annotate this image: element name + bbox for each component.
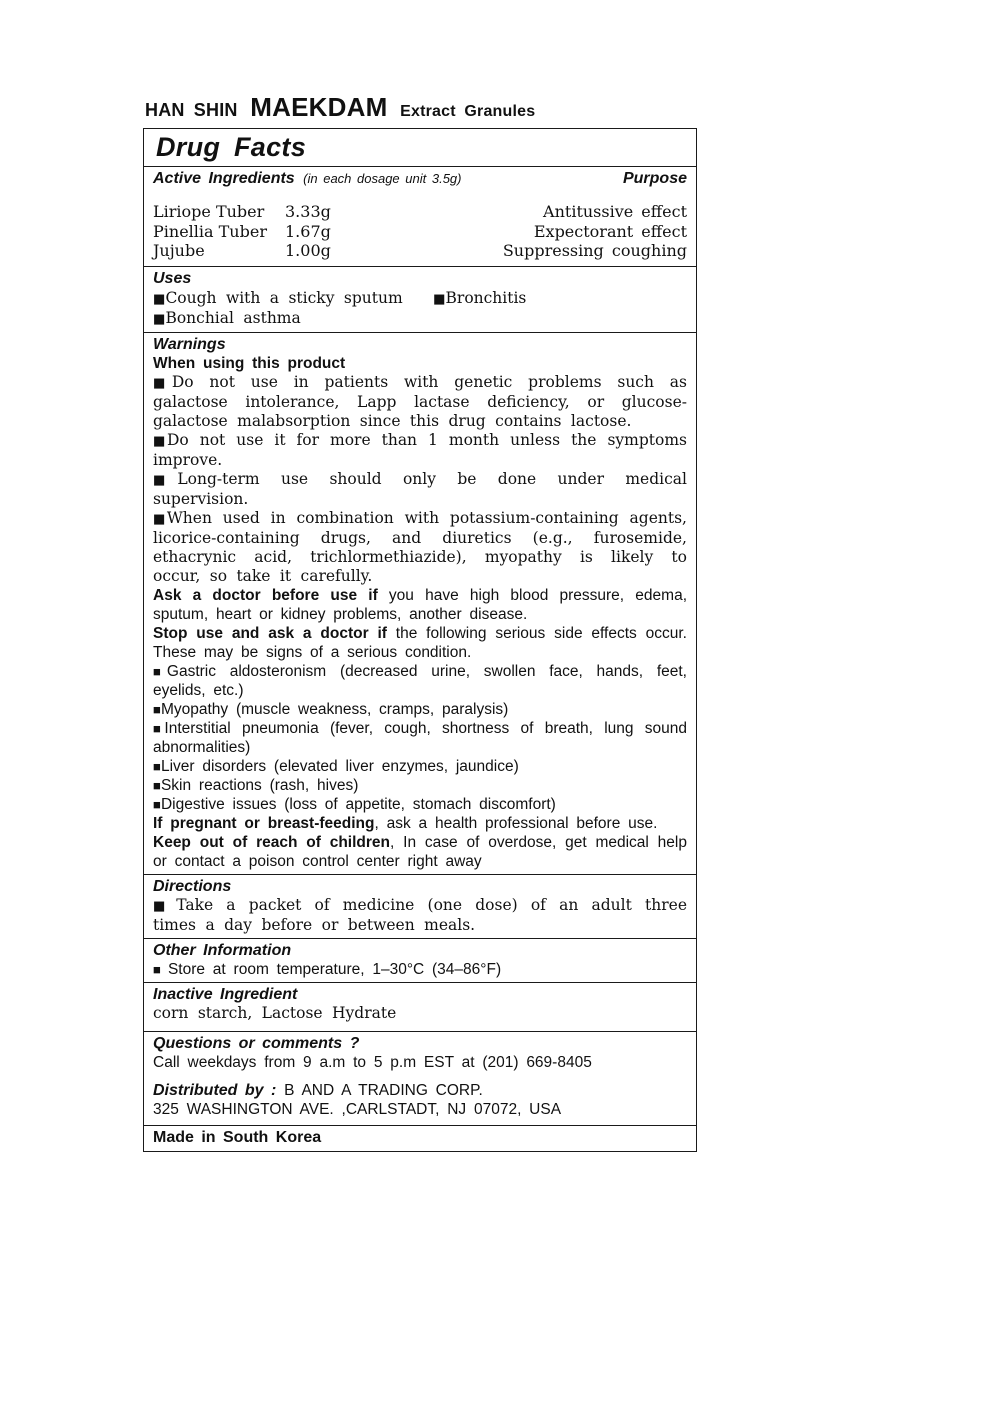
made-in-text: Made in South Korea <box>153 1128 322 1146</box>
ingredient-amount: 3.33g <box>285 202 331 221</box>
inactive-ingredient-text: corn starch, Lactose Hydrate <box>153 1003 397 1022</box>
bullet-square-icon: ■ <box>433 291 446 307</box>
section-warnings <box>144 332 696 874</box>
side-effect-item <box>153 757 687 776</box>
active-ingredients-heading-group <box>153 169 461 188</box>
side-effect-text: Skin reactions (rash, hives) <box>160 776 359 794</box>
children-text: , In case of overdose, get medical help or contact a poison control center right away <box>153 833 687 870</box>
ingredient-rows <box>153 202 687 261</box>
warning-item <box>153 431 687 470</box>
product-suffix: Extract Granules <box>400 103 536 120</box>
section-made-in <box>144 1125 696 1151</box>
bullet-square-icon: ■ <box>153 961 161 977</box>
warning-item <box>153 470 687 509</box>
bullet-square-icon: ■ <box>153 311 166 327</box>
pregnant-paragraph <box>153 814 687 833</box>
side-effect-item <box>153 719 687 757</box>
distributor-paragraph <box>153 1081 687 1100</box>
questions-text: Call weekdays from 9 a.m to 5 p.m EST at (201) 669-8405 <box>153 1053 592 1071</box>
use-item-label: Bonchial asthma <box>165 308 301 327</box>
warning-text: Do not use in patients with genetic problems such as galactose intolerance, Lapp lactase deficiency, or glucose-galactose malabsorption since this drug contains lactose. <box>153 372 687 430</box>
drug-facts-box <box>143 128 697 1152</box>
stop-use-lead: Stop use and ask a doctor if <box>153 624 387 642</box>
bullet-square-icon: ■ <box>153 777 161 793</box>
bullet-square-icon: ■ <box>153 758 161 774</box>
bullet-square-icon: ■ <box>153 720 165 736</box>
ask-doctor-text: you have high blood pressure, edema, sputum, heart or kidney problems, another disease. <box>153 586 687 623</box>
ingredient-name: Liriope Tuber <box>153 202 265 221</box>
section-other-information <box>144 938 696 982</box>
drug-facts-heading: Drug Facts <box>156 132 307 162</box>
children-paragraph <box>153 833 687 871</box>
ingredient-purpose: Antitussive effect <box>543 202 687 221</box>
ingredient-purpose: Suppressing coughing <box>502 241 687 260</box>
bullet-square-icon: ■ <box>153 898 170 914</box>
distributed-by-lead: Distributed by : <box>153 1081 277 1099</box>
distributor-address: 325 WASHINGTON AVE. ,CARLSTADT, NJ 07072, USA <box>153 1100 562 1118</box>
active-ingredients-header <box>153 169 687 188</box>
when-using-label: When using this product <box>153 354 346 372</box>
bullet-square-icon: ■ <box>153 701 161 717</box>
ingredient-row <box>153 222 687 242</box>
brand-name: HAN SHIN <box>145 100 238 120</box>
warning-item <box>153 509 687 586</box>
drug-label <box>143 92 697 1152</box>
use-item-label: Cough with a sticky sputum <box>165 288 403 307</box>
directions-text-paragraph <box>153 896 687 935</box>
other-information-paragraph <box>153 960 687 979</box>
ingredient-name: Pinellia Tuber <box>153 221 267 241</box>
dosage-unit-note: (in each dosage unit 3.5g) <box>303 171 462 186</box>
ask-doctor-paragraph <box>153 586 687 624</box>
other-information-heading: Other Information <box>153 941 292 959</box>
product-title <box>145 92 697 123</box>
section-directions <box>144 874 696 938</box>
ingredient-amount: 1.00g <box>285 241 331 260</box>
use-item <box>153 309 301 327</box>
ingredient-row <box>153 202 687 222</box>
section-questions <box>144 1031 696 1125</box>
use-item <box>153 289 403 307</box>
side-effect-item <box>153 700 687 719</box>
questions-heading: Questions or comments ? <box>153 1034 360 1052</box>
warnings-heading: Warnings <box>153 335 226 353</box>
section-uses <box>144 266 696 332</box>
ask-doctor-lead: Ask a doctor before use if <box>153 586 378 604</box>
stop-use-text: the following serious side effects occur. These may be signs of a serious condition. <box>153 624 687 661</box>
purpose-heading: Purpose <box>622 170 687 187</box>
uses-heading: Uses <box>153 269 192 287</box>
ingredient-row <box>153 241 687 261</box>
product-name: MAEKDAM <box>250 92 388 122</box>
ingredient-name: Jujube <box>153 241 205 260</box>
use-item-label: Bronchitis <box>445 288 527 307</box>
side-effect-text: Myopathy (muscle weakness, cramps, paralysis) <box>160 700 509 718</box>
section-drug-facts <box>144 129 696 166</box>
warning-text: When used in combination with potassium-containing agents, licorice-containing drugs, and diuretics (e.g., furosemide, ethacrynic acid, trichlormethiazide), myopathy is likely to occur, so take it carefully. <box>153 508 687 585</box>
directions-heading: Directions <box>153 877 232 895</box>
section-active-ingredients <box>144 166 696 266</box>
bullet-square-icon: ■ <box>153 796 161 812</box>
bullet-square-icon: ■ <box>153 375 172 391</box>
side-effect-text: Gastric aldosteronism (decreased urine, swollen face, hands, feet, eyelids, etc.) <box>153 662 687 699</box>
bullet-square-icon: ■ <box>153 663 167 679</box>
pregnant-lead: If pregnant or breast-feeding <box>153 814 375 832</box>
bullet-square-icon: ■ <box>153 291 166 307</box>
inactive-ingredient-heading: Inactive Ingredient <box>153 985 298 1003</box>
side-effect-item <box>153 662 687 700</box>
warning-text: Long-term use should only be done under medical supervision. <box>153 469 687 508</box>
children-lead: Keep out of reach of children <box>153 833 391 851</box>
side-effect-item <box>153 776 687 795</box>
bullet-square-icon: ■ <box>153 433 167 449</box>
bullet-square-icon: ■ <box>153 511 167 527</box>
pregnant-text: , ask a health professional before use. <box>374 814 658 832</box>
use-item <box>433 289 526 307</box>
directions-text: Take a packet of medicine (one dose) of an adult three times a day before or between meals. <box>153 895 687 934</box>
section-inactive-ingredient <box>144 982 696 1031</box>
ingredient-purpose: Expectorant effect <box>533 221 687 241</box>
active-ingredients-heading: Active Ingredients <box>153 170 295 187</box>
stop-use-paragraph <box>153 624 687 662</box>
side-effect-text: Digestive issues (loss of appetite, stomach discomfort) <box>160 795 556 813</box>
warning-text: Do not use it for more than 1 month unless the symptoms improve. <box>153 430 687 469</box>
side-effect-text: Interstitial pneumonia (fever, cough, shortness of breath, lung sound abnormalities) <box>153 719 687 756</box>
side-effect-text: Liver disorders (elevated liver enzymes, jaundice) <box>160 757 519 775</box>
when-using-subheading <box>153 354 687 373</box>
bullet-square-icon: ■ <box>153 472 178 488</box>
storage-text: Store at room temperature, 1–30°C (34–86°F) <box>167 960 502 978</box>
ingredient-amount: 1.67g <box>285 221 331 241</box>
distributor-name: B AND A TRADING CORP. <box>276 1081 483 1099</box>
warning-item <box>153 373 687 431</box>
uses-list <box>153 289 687 329</box>
side-effect-item <box>153 795 687 814</box>
